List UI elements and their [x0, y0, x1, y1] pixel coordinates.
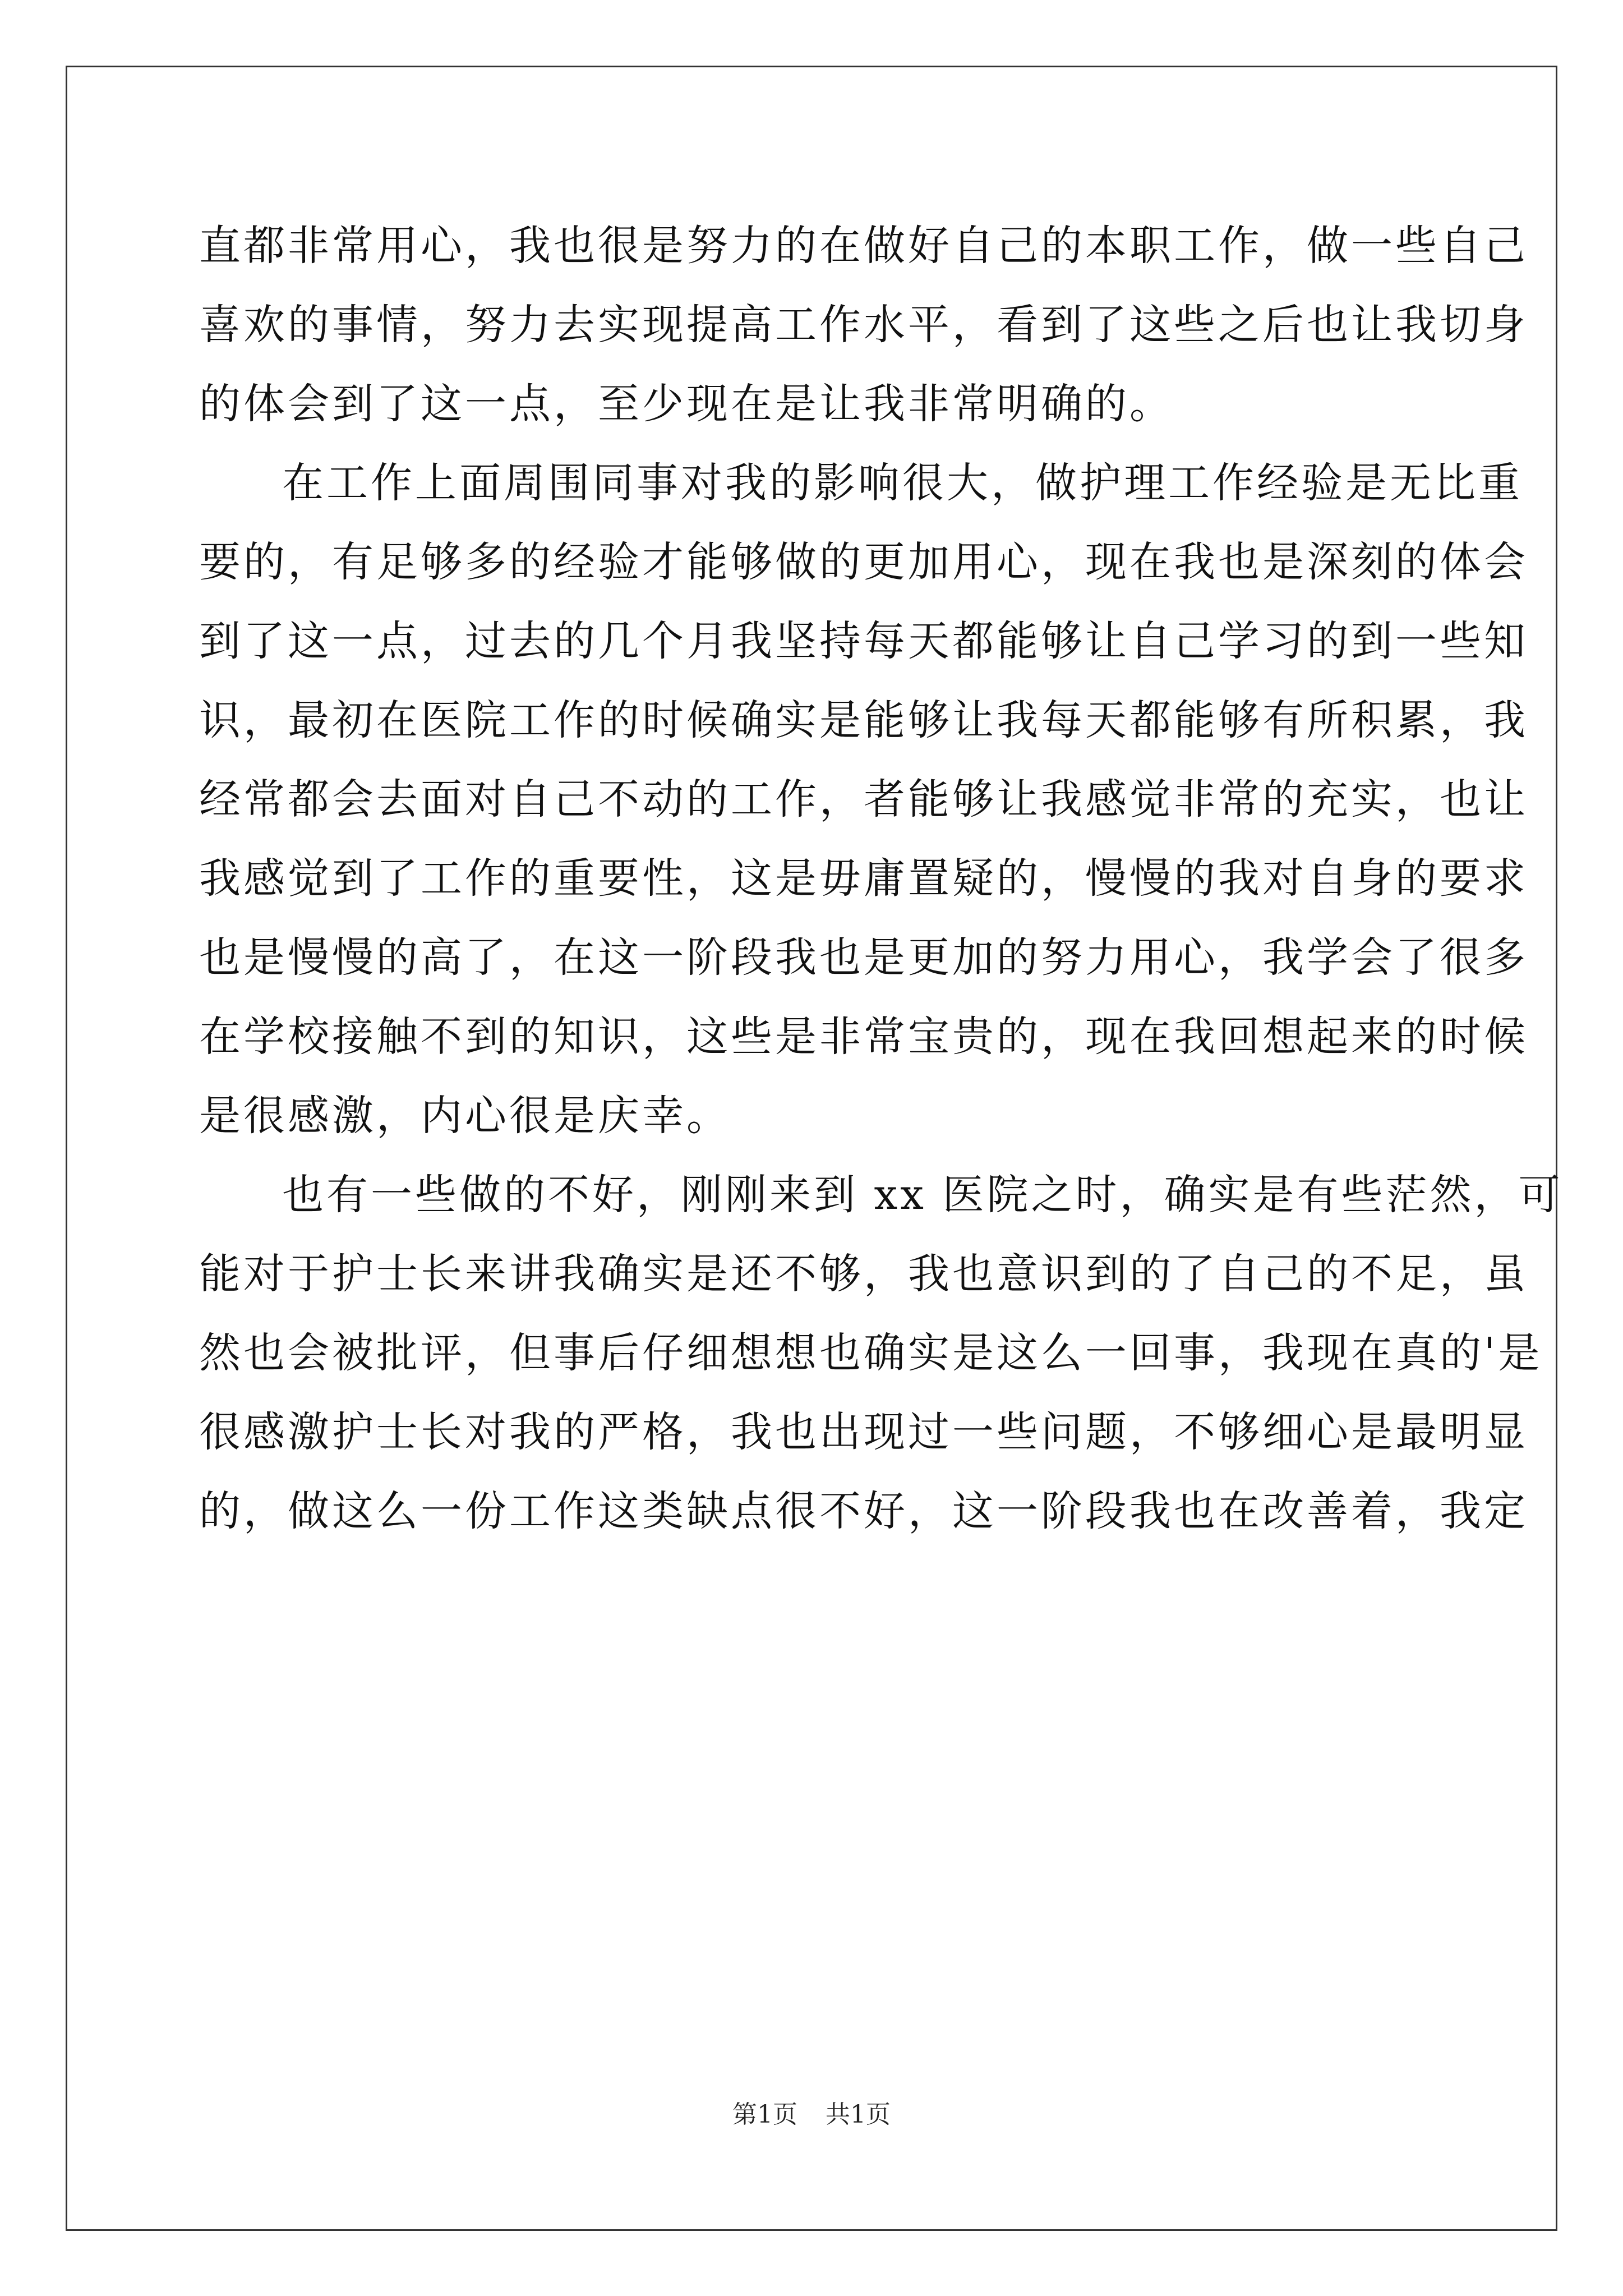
text-line: 能对于护士长来讲我确实是还不够，我也意识到的了自己的不足，虽 [199, 1250, 1528, 1298]
paragraph [199, 444, 1528, 1156]
page-footer [0, 2098, 1623, 2132]
document-body [199, 206, 1563, 1551]
text-line: 是很感激，内心很是庆幸。 [199, 1092, 731, 1140]
text-line: 在学校接触不到的知识，这些是非常宝贵的，现在我回想起来的时候 [199, 1013, 1528, 1061]
text-line: 喜欢的事情，努力去实现提高工作水平，看到了这些之后也让我切身 [199, 301, 1528, 349]
text-line: 我感觉到了工作的重要性，这是毋庸置疑的，慢慢的我对自身的要求 [199, 854, 1528, 903]
text-line: 到了这一点，过去的几个月我坚持每天都能够让自己学习的到一些知 [199, 617, 1528, 665]
text-line: 也有一些做的不好，刚刚来到 xx 医院之时，确实是有些茫然，可 [282, 1171, 1563, 1219]
text-line: 然也会被批评，但事后仔细想想也确实是这么一回事，我现在真的'是 [199, 1329, 1543, 1377]
text-line: 很感激护士长对我的严格，我也出现过一些问题，不够细心是最明显 [199, 1408, 1528, 1456]
text-line: 的体会到了这一点，至少现在是让我非常明确的。 [199, 380, 1174, 428]
text-line: 识，最初在医院工作的时候确实是能够让我每天都能够有所积累，我 [199, 696, 1528, 744]
page-number: 第1页 [732, 2100, 797, 2129]
paragraph [199, 1156, 1563, 1551]
paragraph [199, 206, 1528, 444]
text-line: 在工作上面周围同事对我的影响很大，做护理工作经验是无比重 [282, 459, 1523, 507]
page-total: 共1页 [826, 2100, 891, 2129]
text-line: 的，做这么一份工作这类缺点很不好，这一阶段我也在改善着，我定 [199, 1487, 1528, 1535]
text-line: 要的，有足够多的经验才能够做的更加用心，现在我也是深刻的体会 [199, 538, 1528, 586]
text-line: 也是慢慢的高了，在这一阶段我也是更加的努力用心，我学会了很多 [199, 933, 1528, 982]
text-line: 直都非常用心，我也很是努力的在做好自己的本职工作，做一些自己 [199, 222, 1528, 270]
text-line: 经常都会去面对自己不动的工作，者能够让我感觉非常的充实，也让 [199, 775, 1528, 823]
